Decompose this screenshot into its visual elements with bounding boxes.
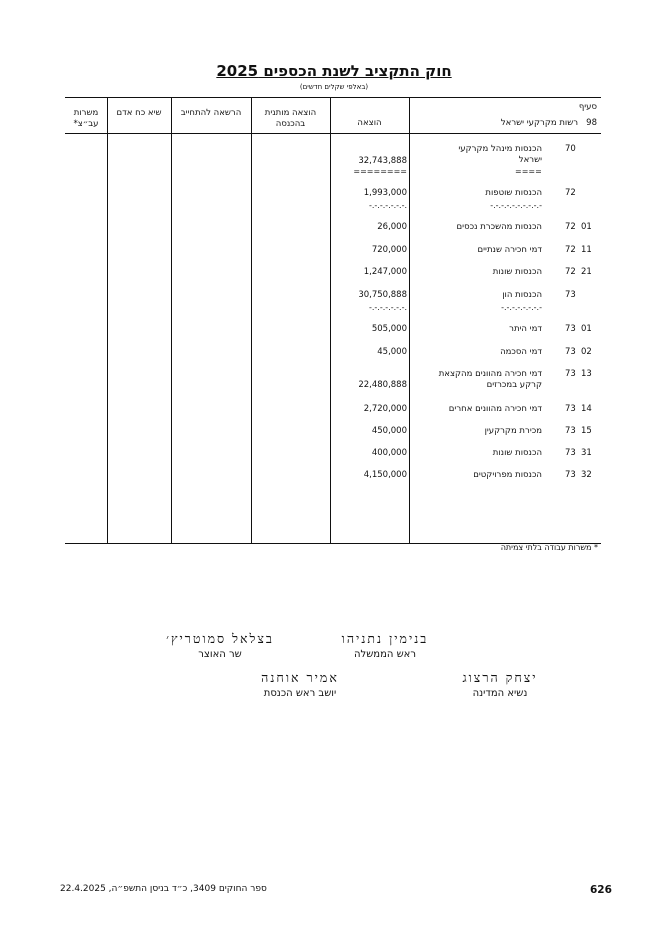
signature-president — [430, 670, 570, 699]
column-divider — [107, 98, 108, 543]
row-sub: 32 — [581, 470, 592, 480]
signature-finance-minister — [140, 631, 300, 660]
row-amount: 2,720,000 — [363, 404, 407, 414]
header-conditional-expense: הוצאה מותנית בהכנסה — [264, 108, 317, 129]
signature-prime-minister — [315, 631, 455, 660]
row-amount: 1,247,000 — [363, 267, 407, 277]
header-expense: הוצאה — [357, 118, 382, 128]
row-name: הכנסות מהשכרת נכסים — [456, 222, 542, 232]
row-sub: 01 — [581, 324, 592, 334]
row-code: 73 — [565, 347, 576, 357]
signature-role: נשיא המדינה — [472, 688, 528, 699]
signature-knesset-speaker — [230, 670, 370, 699]
row-amount: 45,000 — [377, 347, 407, 357]
row-amount-marker: ======== — [353, 167, 407, 176]
row-code: 72 — [565, 267, 576, 277]
row-sub: 31 — [581, 448, 592, 458]
row-amount-marker: -.-.-.-.-.-.-. — [368, 201, 407, 210]
row-amount: 30,750,888 — [358, 290, 407, 300]
page-title: חוק התקציב לשנת הכספים 2025 — [216, 62, 452, 80]
row-code: 72 — [565, 245, 576, 255]
signature-role: ראש הממשלה — [353, 649, 416, 660]
row-sub: 15 — [581, 426, 592, 436]
column-divider — [251, 98, 252, 543]
row-code: 70 — [565, 144, 576, 154]
row-name: דמי היתר — [509, 324, 542, 334]
row-amount: 450,000 — [371, 426, 407, 436]
row-marker: ==== — [515, 167, 542, 176]
row-amount: 400,000 — [371, 448, 407, 458]
row-name: הכנסות שונות — [492, 267, 542, 277]
row-sub: 01 — [581, 222, 592, 232]
row-code: 73 — [565, 470, 576, 480]
row-code: 73 — [565, 426, 576, 436]
row-name: דמי הסכמה — [500, 347, 542, 357]
column-divider — [171, 98, 172, 543]
row-name: הכנסות מפרויקטים — [473, 470, 542, 480]
footnote: * משרות עבודה בלתי צמיתה — [500, 543, 598, 552]
column-divider — [409, 98, 410, 543]
row-sub: 14 — [581, 404, 592, 414]
budget-table — [65, 97, 601, 544]
row-amount: 32,743,888 — [358, 156, 407, 166]
row-code: 73 — [565, 448, 576, 458]
row-name: הכנסות שוטפות — [485, 188, 542, 198]
row-marker: -.-.-.-.-.-.-.-.-.- — [490, 201, 542, 210]
header-section-code: 98 — [586, 118, 597, 128]
row-marker: -.-.-.-.-.-.-.- — [501, 303, 542, 312]
row-amount: 26,000 — [377, 222, 407, 232]
row-amount: 1,993,000 — [363, 188, 407, 198]
signature-role: יושב ראש הכנסת — [263, 688, 337, 699]
row-amount: 4,150,000 — [363, 470, 407, 480]
row-code: 73 — [565, 324, 576, 334]
row-sub: 21 — [581, 267, 592, 277]
row-amount: 720,000 — [371, 245, 407, 255]
row-code: 73 — [565, 404, 576, 414]
row-code: 72 — [565, 222, 576, 232]
signature-name: בצלאל סמוטריץ׳ — [166, 631, 274, 646]
header-section-name: רשות מקרקעי ישראל — [500, 118, 579, 128]
row-name: הכנסות הון — [502, 290, 542, 300]
row-code: 73 — [565, 290, 576, 300]
row-sub: 02 — [581, 347, 592, 357]
row-code: 72 — [565, 188, 576, 198]
publication-line: ספר החוקים 3409, כ״ד בניסן התשפ״ה, 22.4.2025 — [60, 884, 267, 894]
row-name: דמי חכירה מהוונים אחרים — [448, 404, 542, 414]
signature-name: יצחק הרצוג — [462, 670, 538, 685]
row-code: 73 — [565, 369, 576, 379]
row-name: הכנסות שונות — [492, 448, 542, 458]
page-number: 626 — [590, 884, 612, 896]
page-subtitle: (באלפי שקלים חדשים) — [299, 83, 369, 91]
signature-name: בנימין נתניהו — [341, 631, 429, 646]
row-amount: 22,480,888 — [358, 380, 407, 390]
row-amount: 505,000 — [371, 324, 407, 334]
header-section: סעיף — [578, 102, 597, 112]
signature-name: אמיר אוחנה — [261, 670, 339, 685]
row-name: דמי חכירה שנתיים — [477, 245, 542, 255]
header-commitment: הרשאה להתחייב — [180, 108, 242, 118]
header-divider — [65, 133, 601, 134]
header-manpower: שיא כח אדם — [116, 108, 162, 118]
signature-role: שר האוצר — [198, 649, 242, 660]
row-amount-marker: -.-.-.-.-.-.-. — [368, 303, 407, 312]
row-sub: 11 — [581, 245, 592, 255]
row-name: הכנסות מינהל מקרקעי ישראל — [458, 144, 542, 165]
row-sub: 13 — [581, 369, 592, 379]
header-positions: משרות עב״צ* — [73, 108, 99, 129]
row-name: דמי חכירה מהוונים מהקצאת קרקע במכרזים — [438, 369, 542, 390]
row-name: מכירת מקרקעין — [484, 426, 542, 436]
header-section-title — [501, 118, 597, 129]
